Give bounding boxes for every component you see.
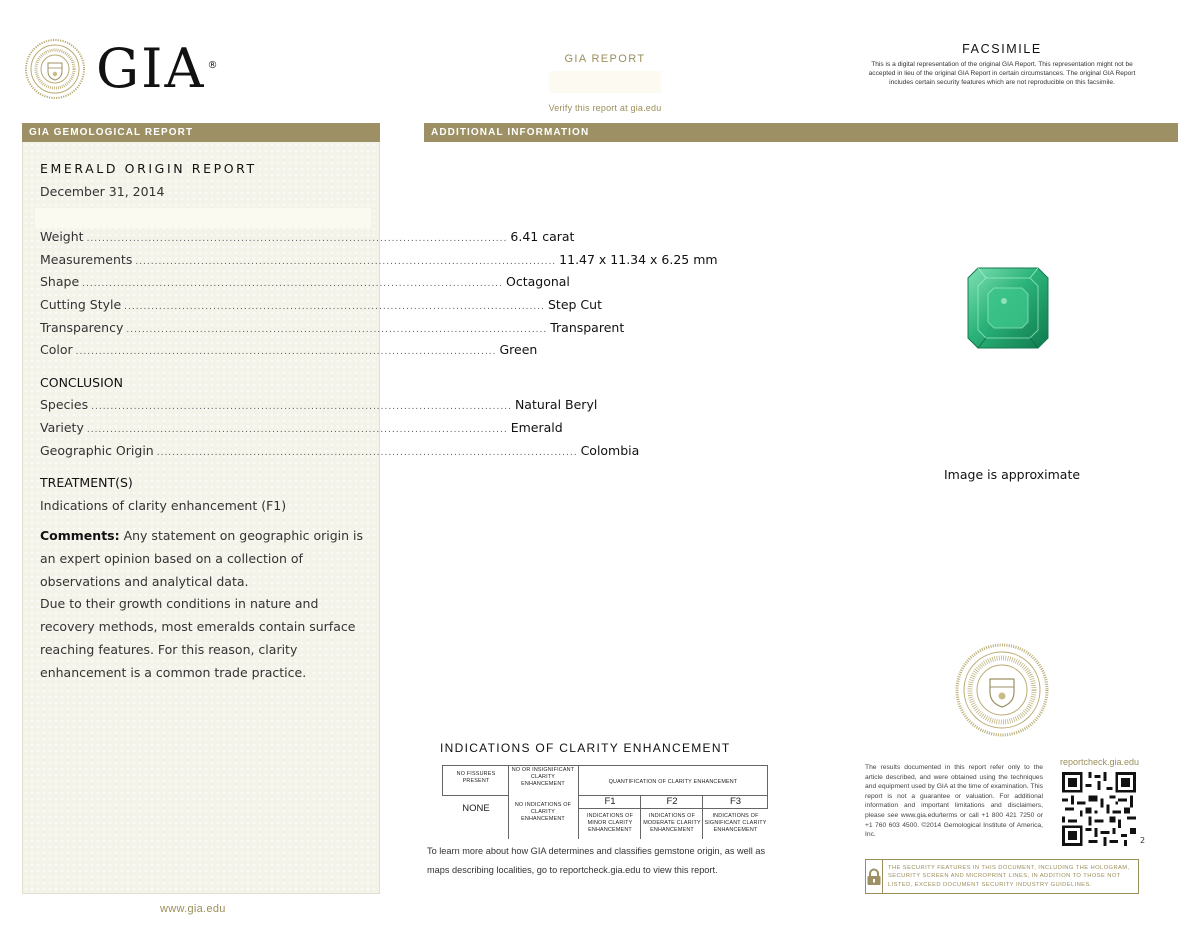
table-rule xyxy=(508,765,509,839)
conclusion-value: Natural Beryl xyxy=(514,397,598,412)
property-row-color xyxy=(40,342,538,357)
property-row-weight xyxy=(40,229,575,244)
conclusion-row-variety xyxy=(40,420,563,435)
comments-block xyxy=(40,525,370,685)
leader-dots: ............................................................................................................. xyxy=(124,302,545,312)
image-caption: Image is approximate xyxy=(944,467,1081,482)
property-value: 6.41 carat xyxy=(510,229,575,244)
table-rule xyxy=(578,808,768,809)
report-type-title: EMERALD ORIGIN REPORT xyxy=(40,161,257,176)
report-number-box xyxy=(549,71,661,93)
leader-dots: ............................................................................................................. xyxy=(86,234,508,244)
gia-logo xyxy=(24,38,217,100)
lock-icon-cell xyxy=(866,860,883,893)
property-value: Step Cut xyxy=(548,297,602,312)
quantification-header: QUANTIFICATION OF CLARITY ENHANCEMENT xyxy=(608,779,738,785)
table-rule xyxy=(702,795,703,839)
property-row-transparency xyxy=(40,320,625,335)
facsimile-text: This is a digital representation of the original GIA Report. This representation might not be accepted in lieu of the original GIA Report in certain circumstances. The original GIA Report includes certain security features which are not reproducible on this facsimile. xyxy=(868,61,1136,86)
table-rule xyxy=(640,795,641,839)
report-date: December 31, 2014 xyxy=(40,184,165,199)
clarity-table-title: INDICATIONS OF CLARITY ENHANCEMENT xyxy=(440,741,731,755)
property-label: Cutting Style xyxy=(40,297,122,312)
table-rule xyxy=(442,795,508,796)
table-rule xyxy=(578,765,579,839)
clarity-enhancement-table xyxy=(440,765,768,839)
lock-icon xyxy=(866,868,882,886)
f3-description: INDICATIONS OF SIGNIFICANT CLARITY ENHANCEMENT xyxy=(704,813,767,833)
disclaimer-text: The results documented in this report refer only to the article described, and were obtained using the techniques and equipment used by GIA at the time of examination. This report is not a guarantee or valuation. For additional information and important limitations and disclaimers, please see www.gia.edu/terms or call +1 800 421 7250 or +1 760 603 4500. ©2014 Gemological Institute of America, Inc. xyxy=(865,764,1043,839)
property-value: Transparent xyxy=(550,320,625,335)
conclusion-label: Species xyxy=(40,397,89,412)
leader-dots: ............................................................................................................. xyxy=(126,325,548,335)
conclusion-value: Colombia xyxy=(580,443,640,458)
property-label: Measurements xyxy=(40,252,133,267)
gemological-report-bar: GIA GEMOLOGICAL REPORT xyxy=(22,123,380,142)
logo-wordmark: GIA xyxy=(96,37,206,100)
property-value: 11.47 x 11.34 x 6.25 mm xyxy=(559,252,718,267)
table-rule xyxy=(767,765,768,808)
no-indications-cell: NO INDICATIONS OF CLARITY ENHANCEMENT xyxy=(514,802,572,822)
additional-information-bar: ADDITIONAL INFORMATION xyxy=(424,123,1178,142)
f2-grade: F2 xyxy=(666,796,678,807)
facsimile-title: FACSIMILE xyxy=(962,42,1042,56)
table-rule xyxy=(442,765,443,795)
reportcheck-link[interactable]: reportcheck.gia.edu xyxy=(1060,757,1140,767)
gia-seal-icon xyxy=(24,38,86,100)
treatment-text: Indications of clarity enhancement (F1) xyxy=(40,498,287,513)
property-row-cutting-style xyxy=(40,297,602,312)
page-number: 2 xyxy=(1140,836,1146,845)
property-label: Weight xyxy=(40,229,84,244)
registered-mark: ® xyxy=(207,59,218,71)
gia-report-label: GIA REPORT xyxy=(564,53,646,65)
conclusion-row-species xyxy=(40,397,598,412)
report-number-block xyxy=(520,53,690,113)
conclusion-label: Variety xyxy=(40,420,84,435)
no-fissures-header: NO FISSURES PRESENT xyxy=(456,771,496,784)
leader-dots: ............................................................................................................. xyxy=(75,347,497,357)
no-insignificant-header: NO OR INSIGNIFICANT CLARITY ENHANCEMENT xyxy=(511,767,575,787)
table-rule xyxy=(442,765,768,766)
qr-code-icon[interactable] xyxy=(1062,772,1136,846)
comments-paragraph-2: Due to their growth conditions in nature and recovery methods, most emeralds contain surface reaching features. For this reason, clarity enhancement is a common trade practice. xyxy=(40,596,356,680)
facsimile-notice xyxy=(862,42,1142,87)
property-label: Color xyxy=(40,342,73,357)
security-features-box xyxy=(865,859,1139,894)
emerald-gem-image xyxy=(966,266,1050,350)
property-value: Octagonal xyxy=(506,274,570,289)
property-label: Transparency xyxy=(40,320,124,335)
f1-grade: F1 xyxy=(604,796,616,807)
conclusion-label: Geographic Origin xyxy=(40,443,154,458)
gia-seal-emblem-icon xyxy=(955,643,1049,737)
conclusion-row-origin xyxy=(40,443,640,458)
comments-label: Comments: xyxy=(40,528,120,543)
website-link[interactable]: www.gia.edu xyxy=(160,903,226,915)
f2-description: INDICATIONS OF MODERATE CLARITY ENHANCEMENT xyxy=(643,813,701,833)
treatments-heading: TREATMENT(S) xyxy=(40,475,133,490)
conclusion-value: Emerald xyxy=(510,420,563,435)
property-row-measurements xyxy=(40,252,718,267)
property-row-shape xyxy=(40,274,570,289)
none-cell: NONE xyxy=(462,803,490,814)
leader-dots: ............................................................................................................. xyxy=(82,279,503,289)
leader-dots: ............................................................................................................. xyxy=(86,425,508,435)
leader-dots: ............................................................................................................. xyxy=(135,257,557,267)
comments-text: Any statement on geographic origin is an expert opinion based on a collection of observations and analytical data. xyxy=(40,528,364,589)
learn-more-text: To learn more about how GIA determines and classifies gemstone origin, as well as maps describing localities, go to reportcheck.gia.edu to view this report. xyxy=(427,846,766,875)
property-value: Green xyxy=(499,342,538,357)
property-label: Shape xyxy=(40,274,80,289)
security-text: THE SECURITY FEATURES IN THIS DOCUMENT, INCLUDING THE HOLOGRAM, SECURITY SCREEN AND MICROPRINT LINES, IN ADDITION TO THOSE NOT LISTED, EXCEED DOCUMENT SECURITY INDUSTRY GUIDELINES. xyxy=(888,865,1130,888)
leader-dots: ............................................................................................................. xyxy=(156,448,578,458)
verify-link[interactable]: Verify this report at gia.edu xyxy=(548,103,662,113)
leader-dots: ............................................................................................................. xyxy=(91,402,512,412)
report-number-field xyxy=(35,208,371,228)
f1-description: INDICATIONS OF MINOR CLARITY ENHANCEMENT xyxy=(586,813,634,833)
f3-grade: F3 xyxy=(729,796,742,807)
conclusion-heading: CONCLUSION xyxy=(40,375,123,390)
comments-paragraph-1 xyxy=(40,525,370,593)
